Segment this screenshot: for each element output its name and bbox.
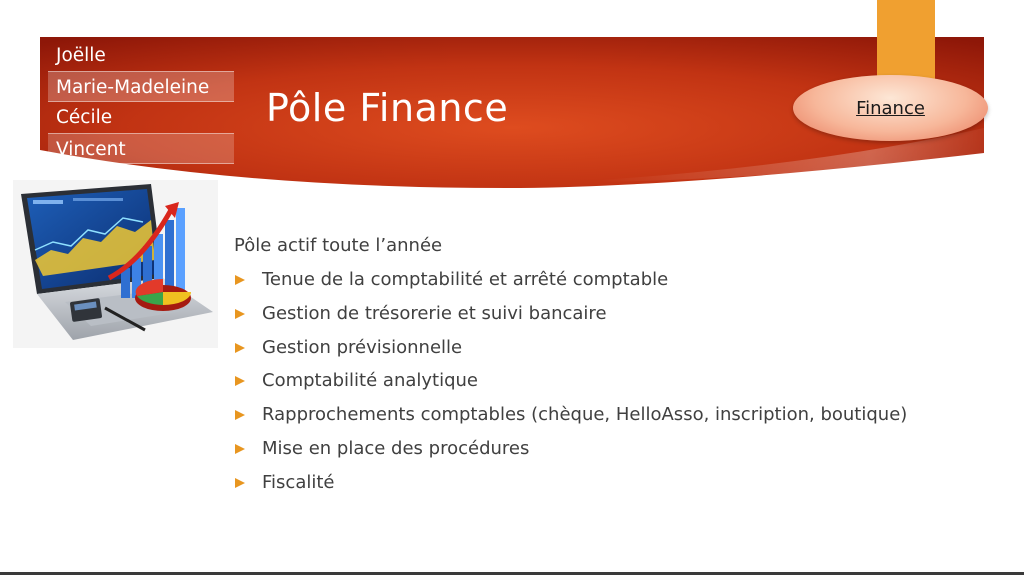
laptop-finance-charts-icon xyxy=(13,180,218,348)
list-item xyxy=(234,335,994,361)
list-item-text: Fiscalité xyxy=(262,471,335,493)
bullet-arrow-icon xyxy=(235,343,245,353)
responsibilities-list xyxy=(234,267,994,496)
list-item xyxy=(234,470,994,496)
bullet-arrow-icon xyxy=(235,478,245,488)
accent-tab xyxy=(877,0,935,80)
list-item xyxy=(234,301,994,327)
list-item xyxy=(234,267,994,293)
member-name: Marie-Madeleine xyxy=(48,71,234,102)
bullet-arrow-icon xyxy=(235,410,245,420)
bullet-arrow-icon xyxy=(235,275,245,285)
bullet-arrow-icon xyxy=(235,444,245,454)
finance-link-button[interactable] xyxy=(793,75,988,141)
list-item-text: Gestion prévisionnelle xyxy=(262,336,463,358)
team-members-list xyxy=(48,40,234,164)
list-item-text: Comptabilité analytique xyxy=(262,370,478,392)
finance-link-label[interactable]: Finance xyxy=(856,97,925,119)
list-item xyxy=(234,368,994,394)
bullet-arrow-icon xyxy=(235,376,245,386)
list-item-text: Gestion de trésorerie et suivi bancaire xyxy=(262,302,607,324)
list-item-text: Rapprochements comptables (chèque, HelloAsso, inscription, boutique) xyxy=(262,404,908,426)
list-item-text: Mise en place des procédures xyxy=(262,437,530,459)
member-name: Vincent xyxy=(48,133,234,164)
list-item xyxy=(234,436,994,462)
member-name: Cécile xyxy=(56,107,113,128)
slide-body xyxy=(234,233,994,504)
list-item xyxy=(234,402,994,428)
member-name: Joëlle xyxy=(56,45,106,66)
bullet-arrow-icon xyxy=(235,309,245,319)
intro-text: Pôle actif toute l’année xyxy=(234,235,443,256)
list-item-text: Tenue de la comptabilité et arrêté comptable xyxy=(262,269,669,290)
slide-title: Pôle Finance xyxy=(266,86,509,130)
